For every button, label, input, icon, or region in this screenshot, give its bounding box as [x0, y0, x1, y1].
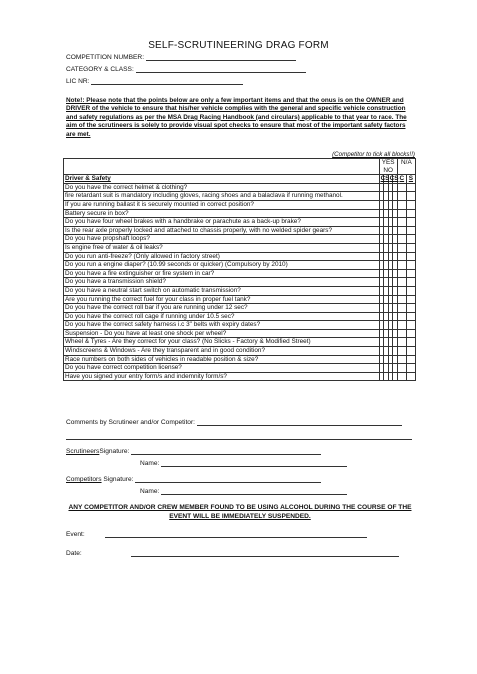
event-label: Event: [66, 531, 85, 538]
scrutineer-signature-label: Signature: [99, 448, 130, 455]
table-row [64, 269, 416, 278]
comments-label: Comments by Scrutineer and/or Competitor: [66, 419, 195, 426]
tick-box[interactable] [397, 355, 406, 364]
tick-box[interactable] [397, 329, 406, 338]
table-row [64, 218, 416, 227]
col-letter: C [397, 175, 406, 184]
scrutineer-signature-input-line[interactable] [131, 447, 321, 455]
checklist-question: Do you have the correct roll cage if running under 10.5 sec? [64, 312, 380, 321]
table-row [64, 364, 416, 373]
competitors-label: Competitors [66, 476, 102, 483]
checklist-question: Race numbers on both sides of vehicles in readable position & size? [64, 355, 380, 364]
table-row [64, 243, 416, 252]
tick-box[interactable] [397, 338, 406, 347]
tick-box[interactable] [406, 347, 415, 356]
tick-box[interactable] [406, 355, 415, 364]
lic-nr-input-line[interactable] [91, 77, 243, 85]
category-class-input-line[interactable] [136, 65, 306, 73]
checklist-question: Do you run a engine diaper? (10.99 seconds or quicker) (Compulsory by 2010) [64, 261, 380, 270]
table-row [64, 304, 416, 313]
alcohol-warning: ANY COMPETITOR AND/OR CREW MEMBER FOUND TO BE USING ALCOHOL DURING THE COURSE OF THE EVENT WILL BE IMMEDIATELY SUSPENDED. [68, 504, 412, 520]
col-letter: S [394, 175, 399, 183]
tick-box[interactable] [406, 200, 415, 209]
lic-nr-field [66, 77, 243, 85]
lic-nr-label: LIC NR: [66, 78, 90, 85]
tick-box[interactable] [406, 278, 415, 287]
scrutineer-signature-field [66, 447, 321, 455]
checklist-question: Do you run anti-freeze? (Only allowed in factory street) [64, 252, 380, 261]
table-row [64, 183, 416, 192]
tick-box[interactable] [406, 269, 415, 278]
table-row [64, 235, 416, 244]
form-title: SELF-SCRUTINEERING DRAG FORM [148, 40, 329, 51]
tick-box[interactable] [406, 321, 415, 330]
tick-box[interactable] [397, 295, 406, 304]
tick-box[interactable] [406, 226, 415, 235]
comments-field [66, 418, 402, 426]
col-letter: C [380, 175, 386, 183]
safety-note-text: Note!: Please note that the points below are only a few important items and that the onus is on the OWNER and DRIVER of the vehicle to ensure that his/her vehicle complies with the general and specific vehicle construction and safety regulations as per the MSA Drag Racing Handbook (and circulars) applicable to that year to race. The aim of the scrutineers is solely to provide visual spot checks to ensure that most of the important safety factors are met. [66, 97, 407, 138]
competitor-signature-label: Signature: [101, 476, 134, 483]
table-row [64, 347, 416, 356]
competitor-name-field [140, 487, 347, 495]
table-row [64, 261, 416, 270]
tick-all-blocks-note: (Competitor to tick all blocks!!) [332, 151, 415, 158]
tick-box[interactable] [397, 192, 406, 201]
tick-box[interactable] [397, 209, 406, 218]
tick-box[interactable] [406, 192, 415, 201]
checklist-question: If you are running ballast it is securely mounted in correct position? [64, 200, 380, 209]
competitor-name-label: Name: [140, 488, 160, 495]
tick-box[interactable] [406, 183, 415, 192]
competition-number-input-line[interactable] [146, 53, 296, 61]
tick-box[interactable] [406, 329, 415, 338]
competition-number-label: COMPETITION NUMBER: [66, 54, 145, 61]
tick-box[interactable] [397, 218, 406, 227]
competitor-signature-input-line[interactable] [135, 475, 321, 483]
tick-box[interactable] [397, 252, 406, 261]
scrutineer-name-field [140, 459, 347, 467]
checklist-question: Do you have correct competition license? [64, 364, 380, 373]
header-blank-cell [64, 159, 380, 175]
checklist-question: Do you have the correct helmet & clothing? [64, 183, 380, 192]
category-class-field [66, 65, 306, 73]
tick-box[interactable] [406, 252, 415, 261]
competitor-name-input-line[interactable] [161, 487, 347, 495]
checklist-question: Do you have a transmission shield? [64, 278, 380, 287]
comments-second-line[interactable] [66, 432, 412, 440]
checklist-question: Windscreens & Windows - Are they transparent and in good condition? [64, 347, 380, 356]
checklist-table [63, 158, 416, 381]
tick-box[interactable] [406, 235, 415, 244]
comments-input-line[interactable] [197, 418, 402, 426]
competition-number-field [66, 53, 296, 61]
checklist-question: Suspension - Do you have at least one shock per wheel? [64, 329, 380, 338]
tick-box[interactable] [397, 226, 406, 235]
date-field [66, 549, 399, 557]
table-row [64, 355, 416, 364]
col-letter: C [389, 175, 395, 183]
section-row [64, 175, 416, 184]
tick-box[interactable] [406, 286, 415, 295]
table-row [64, 372, 416, 381]
scrutineer-name-label: Name: [140, 460, 160, 467]
tick-box[interactable] [406, 243, 415, 252]
safety-note [66, 97, 416, 139]
tick-box[interactable] [397, 364, 406, 373]
table-row [64, 286, 416, 295]
table-row [64, 329, 416, 338]
table-row [64, 312, 416, 321]
tick-box[interactable] [406, 364, 415, 373]
table-row [64, 278, 416, 287]
tick-box[interactable] [397, 243, 406, 252]
tick-box[interactable] [397, 286, 406, 295]
col-letter: S [406, 175, 415, 184]
tick-box[interactable] [406, 295, 415, 304]
scrutineers-label: Scrutineers [66, 448, 100, 455]
checklist-question: Are you running the correct fuel for your class in proper fuel tank? [64, 295, 380, 304]
category-class-label: CATEGORY & CLASS: [66, 66, 134, 73]
tick-box[interactable] [406, 338, 415, 347]
tick-box[interactable] [406, 261, 415, 270]
date-label: Date: [66, 550, 82, 557]
checklist-question: Battery secure in box? [64, 209, 380, 218]
tick-box[interactable] [397, 321, 406, 330]
checklist-question: Do you have a neutral start switch on automatic transmission? [64, 286, 380, 295]
table-row [64, 226, 416, 235]
comments-second-line-row [66, 432, 412, 440]
tick-box[interactable] [406, 304, 415, 313]
table-row [64, 338, 416, 347]
tick-box[interactable] [397, 183, 406, 192]
table-header-row [64, 159, 416, 175]
tick-box[interactable] [397, 347, 406, 356]
tick-box[interactable] [397, 261, 406, 270]
tick-box[interactable] [397, 312, 406, 321]
checklist-question: Wheel & Tyres - Are they correct for your class? (No Slicks - Factory & Modified Street) [64, 338, 380, 347]
checklist-question: Is engine free of water & oil leaks? [64, 243, 380, 252]
tick-box[interactable] [406, 312, 415, 321]
col-letter: S [385, 175, 390, 183]
tick-box[interactable] [397, 200, 406, 209]
competitor-signature-field [66, 475, 321, 483]
tick-box[interactable] [397, 304, 406, 313]
checklist-question: Do you have the correct roll bar if you are running under 12 sec? [64, 304, 380, 313]
checklist-question: Is the rear axle properly locked and attached to chassis properly, with no welded spider gears? [64, 226, 380, 235]
table-row [64, 252, 416, 261]
date-input-line[interactable] [131, 549, 399, 557]
na-header: N/A [397, 159, 415, 175]
table-row [64, 321, 416, 330]
checklist-question: Do you have four wheel brakes with a handbrake or parachute as a back-up brake? [64, 218, 380, 227]
table-row [64, 209, 416, 218]
checklist-question: fire retardant suit is mandatory including gloves, racing shoes and a balaclava if running methanol. [64, 192, 380, 201]
yes-no-header: YES NO [379, 159, 397, 175]
checklist-question: Do you have the correct safety harness i.c 3" belts with expiry dates? [64, 321, 380, 330]
tick-box[interactable] [406, 218, 415, 227]
event-field [66, 530, 367, 538]
tick-box[interactable] [397, 235, 406, 244]
tick-box[interactable] [397, 372, 406, 381]
tick-box[interactable] [406, 209, 415, 218]
scrutineer-name-input-line[interactable] [161, 459, 347, 467]
checklist-question: Do you have propshaft loops? [64, 235, 380, 244]
checklist-question: Do you have a fire extinguisher or fire system in car? [64, 269, 380, 278]
tick-box[interactable] [406, 372, 415, 381]
tick-box[interactable] [397, 269, 406, 278]
event-input-line[interactable] [105, 530, 367, 538]
checklist-question: Have you signed your entry form/s and indemnity form/s? [64, 372, 380, 381]
table-row [64, 192, 416, 201]
table-row [64, 295, 416, 304]
table-row [64, 200, 416, 209]
section-label: Driver & Safety [64, 175, 380, 184]
tick-box[interactable] [397, 278, 406, 287]
